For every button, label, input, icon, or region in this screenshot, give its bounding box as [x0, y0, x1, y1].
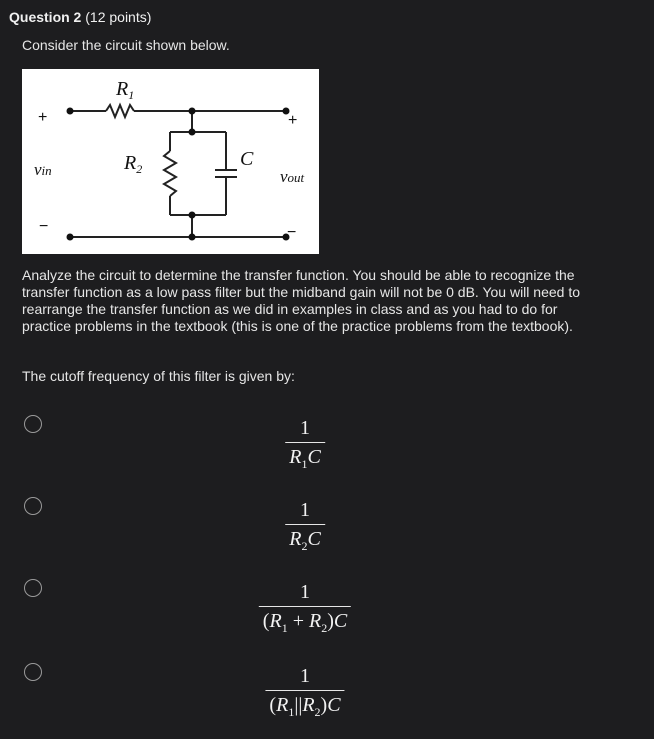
radio-button-3[interactable] — [24, 579, 42, 597]
option-3-fraction — [259, 581, 351, 639]
option-3-numerator: 1 — [300, 581, 310, 603]
circuit-svg — [22, 69, 319, 254]
answer-option-1[interactable] — [0, 412, 654, 482]
option-4-fraction — [265, 665, 344, 723]
problem-description: Analyze the circuit to determine the transfer function. You should be able to recognize the transfer function as a low pass filter but the midband gain will not be 0 dB. You will need to rearrange the transfer function as we did in examples in class and as you had to do for practice problems in the textbook (this is one of the practice problems from the textbook). — [22, 267, 581, 334]
answer-option-4[interactable] — [0, 660, 654, 730]
node-parallel-bottom — [189, 212, 196, 219]
question-header — [9, 9, 151, 25]
option-1-denominator: $R_1C$ — [289, 446, 321, 471]
plus-right-label: + — [288, 112, 298, 129]
vin-label: vin — [34, 160, 52, 179]
node-bottom — [189, 234, 196, 241]
plus-left-label: + — [38, 109, 48, 126]
minus-right-label: − — [287, 224, 297, 241]
question-title: Question 2 — [9, 9, 82, 25]
intro-text: Consider the circuit shown below. — [22, 37, 230, 53]
radio-button-1[interactable] — [24, 415, 42, 433]
r1-label: $R_1$ — [116, 78, 135, 102]
radio-button-4[interactable] — [24, 663, 42, 681]
answer-option-3[interactable] — [0, 576, 654, 646]
resistor-r1-symbol — [106, 105, 134, 117]
r2-label: $R_2$ — [124, 152, 143, 176]
node-top — [189, 108, 196, 115]
c-label: C — [240, 148, 254, 170]
answer-option-2[interactable] — [0, 494, 654, 564]
option-3-denominator: $(R_1 + R_2)C$ — [262, 610, 348, 635]
option-4-denominator: $(R_1||R_2)C$ — [269, 694, 341, 719]
option-2-denominator: $R_2C$ — [289, 528, 321, 553]
minus-left-label: − — [39, 218, 49, 235]
radio-button-2[interactable] — [24, 497, 42, 515]
option-2-numerator: 1 — [300, 499, 310, 521]
resistor-r2-symbol — [164, 151, 176, 196]
option-2-fraction — [285, 499, 325, 557]
question-points: (12 points) — [85, 9, 152, 25]
vout-label: vout — [280, 167, 305, 186]
terminal-in-minus — [67, 234, 74, 241]
terminal-in-plus — [67, 108, 74, 115]
node-parallel-top — [189, 129, 196, 136]
circuit-diagram — [22, 69, 319, 254]
option-1-numerator: 1 — [300, 417, 310, 439]
question-prompt: The cutoff frequency of this filter is given by: — [22, 368, 295, 384]
option-4-numerator: 1 — [299, 665, 310, 687]
option-1-fraction — [285, 417, 325, 475]
